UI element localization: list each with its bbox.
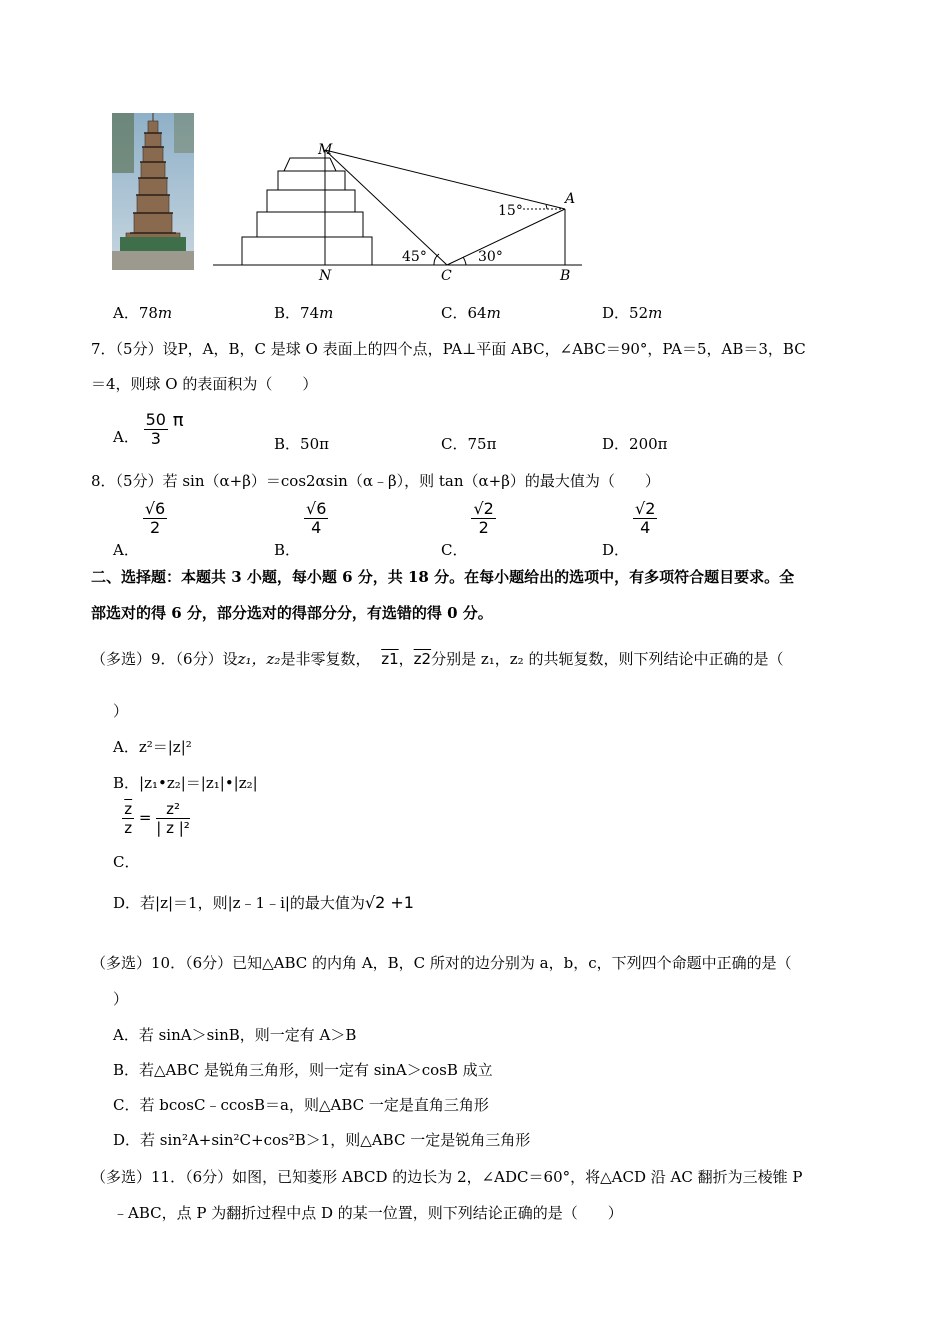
q6-option-a: A．78m — [113, 304, 173, 322]
q7-option-c: C．75π — [441, 435, 497, 453]
label-N: N — [319, 268, 332, 282]
q8-option-a: A． $\frac{√6}{2}$ — [113, 499, 166, 559]
label-M: M — [318, 142, 333, 158]
label-C: C — [441, 268, 452, 282]
q10-option-a: A．若 sinA＞sinB，则一定有 A＞B — [113, 1026, 357, 1044]
q7-option-b: B．50π — [274, 435, 329, 453]
q6-option-d: D．52m — [602, 304, 663, 322]
q7-stem-line1: 7．（5分）设P，A，B，C 是球 O 表面上的四个点，PA⊥平面 ABC，∠ABC＝90°，PA＝5，AB＝3，BC — [91, 340, 806, 358]
q6-option-c: C．64m — [441, 304, 501, 322]
q9-option-d: D．若|z|＝1，则|z﹣1﹣i|的最大值为√2 +1 — [113, 893, 414, 912]
q8-option-d: D． $\frac{√2}{4}$ — [602, 499, 656, 559]
q10-option-b: B．若△ABC 是锐角三角形，则一定有 sinA＞cosB 成立 — [113, 1061, 493, 1079]
section2-heading-line1: 二、选择题：本题共 3 小题，每小题 6 分，共 18 分。在每小题给出的选项中，有多项符合题目要求。全 — [91, 568, 795, 586]
q8-option-b: B． $\frac{√6}{4}$ — [274, 499, 327, 559]
label-B: B — [560, 268, 571, 282]
label-angle-45: 45° — [402, 249, 427, 265]
label-angle-15: 15° — [498, 203, 523, 219]
geometry-diagram — [210, 140, 590, 282]
q8-stem: 8．（5分）若 sin（α+β）＝cos2αsin（α﹣β），则 tan（α+β）的最大值为（ ） — [91, 472, 660, 490]
q11-stem-line1: （多选）11．（6分）如图，已知菱形 ABCD 的边长为 2，∠ADC＝60°，将△ACD 沿 AC 翻折为三棱锥 P — [91, 1168, 803, 1186]
q7-option-d: D．200π — [602, 435, 668, 453]
q10-option-c: C．若 bcosC﹣ccosB＝a，则△ABC 一定是直角三角形 — [113, 1096, 489, 1114]
q9-option-b: B．|z₁•z₂|＝|z₁|•|z₂| — [113, 774, 258, 792]
q7-stem-line2: ＝4，则球 O 的表面积为（ ） — [91, 375, 318, 393]
q10-stem: （多选）10．（6分）已知△ABC 的内角 A，B，C 所对的边分别为 a，b，c，下列四个命题中正确的是（ — [91, 954, 792, 972]
section2-heading-line2: 部选对的得 6 分，部分选对的得部分分，有选错的得 0 分。 — [91, 604, 493, 622]
q9-stem: （多选）9．（6分）设z₁，z₂是非零复数， z1，z2分别是 z₁，z₂ 的共轭复数，则下列结论中正确的是（ — [91, 650, 784, 668]
q8-option-c: C． $\frac{√2}{2}$ — [441, 499, 494, 559]
q7-option-a: A． $\frac{50}{3}$ π — [113, 410, 184, 448]
label-A: A — [565, 191, 576, 207]
q9-option-c: C． $\frac{\overline{z}}{z}$ = $\frac{\text{z²}}{\text{| z |²}}$ — [113, 800, 190, 871]
q10-stem-close: ） — [113, 990, 129, 1008]
q6-option-b: B．74m — [274, 304, 334, 322]
q9-conj-z1: z1 — [381, 650, 399, 668]
q9-stem-close: ） — [113, 702, 129, 720]
q10-option-d: D．若 sin²A+sin²C+cos²B＞1，则△ABC 一定是锐角三角形 — [113, 1131, 531, 1149]
q9-conj-z2: z2 — [413, 650, 432, 668]
label-angle-30: 30° — [478, 249, 503, 265]
pagoda-photo — [112, 113, 194, 270]
q9-option-a: A．z²＝|z|² — [113, 738, 192, 756]
q11-stem-line2: ﹣ABC，点 P 为翻折过程中点 D 的某一位置，则下列结论正确的是（ ） — [113, 1204, 623, 1222]
